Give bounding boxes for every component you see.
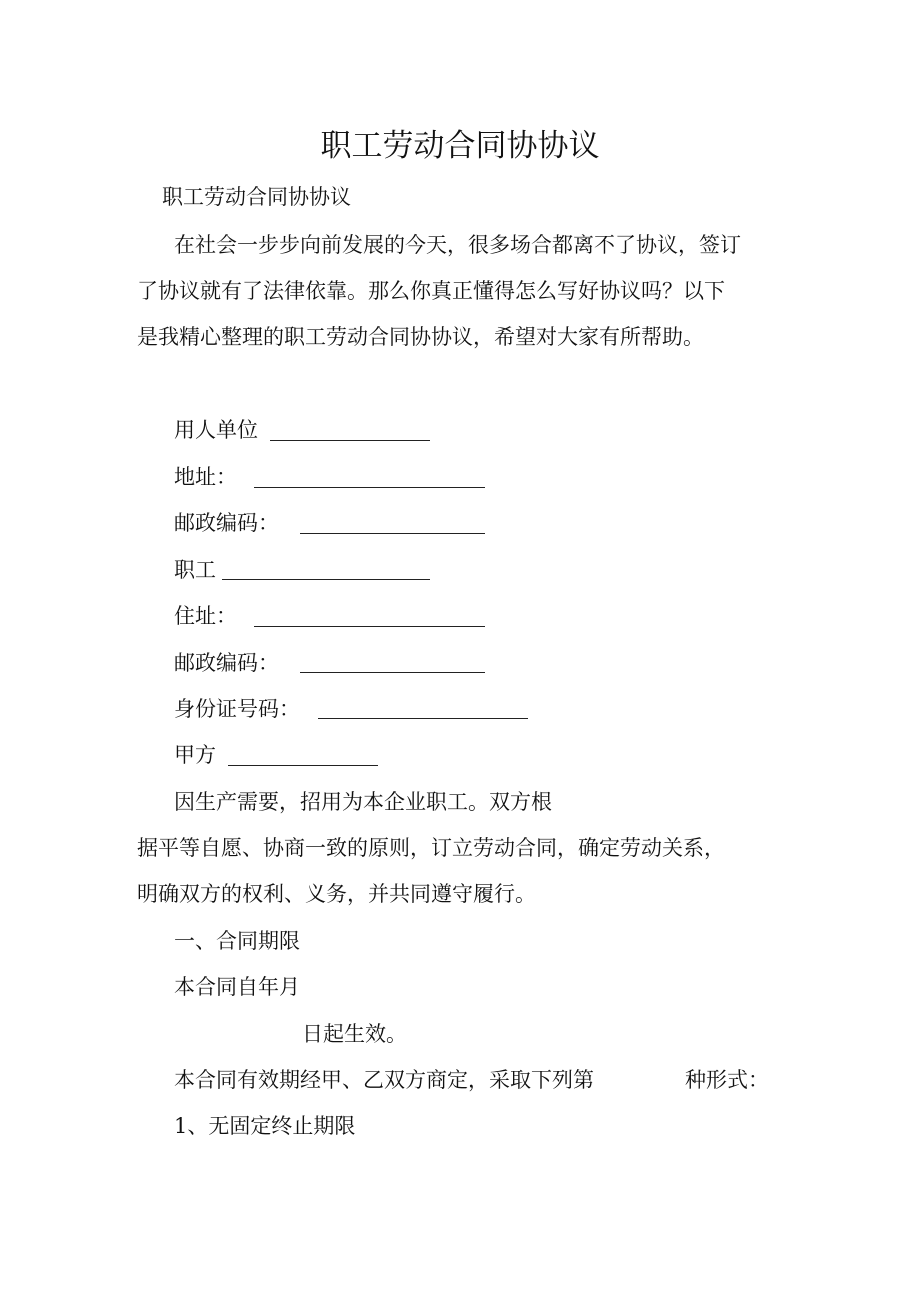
intro-line-2: 了协议就有了法律依靠。那么你真正懂得怎么写好协议吗？以下 [137,279,725,303]
employer-label: 用人单位 [174,418,258,442]
party-a-blank[interactable] [228,765,378,766]
postcode2-label: 邮政编码： [174,651,279,675]
employee-blank[interactable] [222,579,430,580]
employer-blank[interactable] [270,440,430,441]
body-line-1: 因生产需要，招用为本企业职工。双方根 [174,790,552,814]
id-number-label: 身份证号码： [174,697,300,721]
id-number-blank[interactable] [318,718,528,719]
body-line-2: 据平等自愿、协商一致的原则，订立劳动合同，确定劳动关系， [137,836,725,860]
body-line-3: 明确双方的权利、义务，并共同遵守履行。 [137,882,536,906]
postcode-label: 邮政编码： [174,511,279,535]
term-option-1: 1、无固定终止期限 [174,1114,356,1138]
postcode-blank[interactable] [300,533,485,534]
address-blank[interactable] [254,487,485,488]
intro-line-3: 是我精心整理的职工劳动合同协协议，希望对大家有所帮助。 [137,325,704,349]
postcode2-blank[interactable] [300,672,485,673]
document-title: 职工劳动合同协协议 [320,128,600,164]
term-effective: 日起生效。 [302,1022,407,1046]
residence-blank[interactable] [254,626,485,627]
document-subtitle: 职工劳动合同协协议 [162,185,351,209]
address-label: 地址： [174,465,237,489]
term-start: 本合同自年月 [174,975,300,999]
term-form-text: 本合同有效期经甲、乙双方商定，采取下列第 [174,1068,594,1092]
section-heading: 一、合同期限 [174,929,300,953]
party-a-label: 甲方 [174,743,216,767]
employee-label: 职工 [174,558,216,582]
term-form-suffix: 种形式： [685,1068,769,1092]
residence-label: 住址： [174,604,237,628]
intro-line-1: 在社会一步步向前发展的今天，很多场合都离不了协议，签订 [174,233,741,257]
